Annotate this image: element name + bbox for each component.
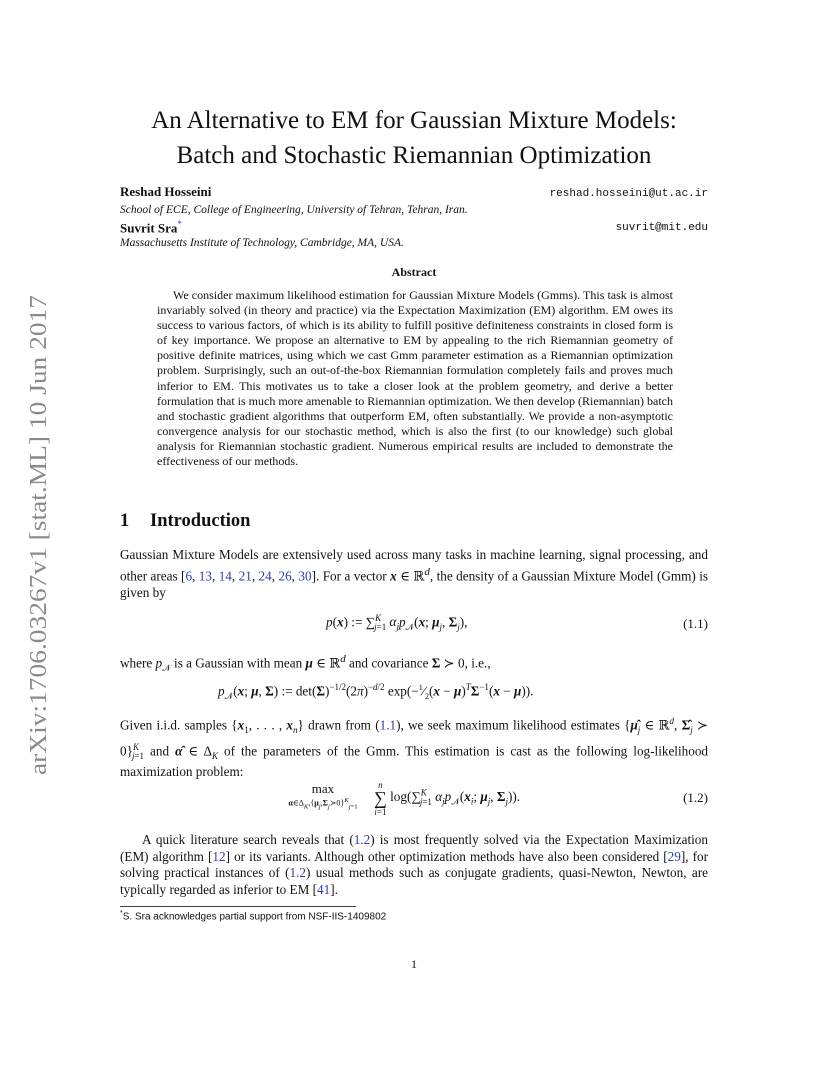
author-email-2[interactable]: suvrit@mit.edu [615,222,708,234]
paragraph-3: Given i.i.d. samples {$x_1$, . . . , $x_n$} drawn from (1.1), we seek maximum likelihood estimates {$\mû_j$ ∈ ℝ$^d$, $\Sigmâ_j$ ≻ 0}$^K_{j=1}$ and α̂ ∈ $\Delta_K$ of the parameters of the Gmm. This estimation is cast as the following log-likelihood maximization problem: [120,716,709,780]
para3-text-b: drawn from ( [303,717,380,733]
citation[interactable]: 26 [278,567,292,583]
para3-text-d: and [144,743,176,759]
equation-number-1-2: (1.2) [683,790,708,805]
footnote-text: S. Sra acknowledges partial support from NSF-IIS-1409802 [122,911,387,923]
equation-1-2-body: n ∑ i=1 log(∑$^K_{j=1}$ $\alpha_jp_𝒩(x_i$; $\mu_j$, $\Sigma_j$)). [374,780,521,817]
equation-ref[interactable]: 1.2 [289,865,307,881]
paragraph-2: where $p_𝒩$ is a Gaussian with mean μ ∈ ℝ$^d$ and covariance Σ ≻ 0, i.e., [120,653,491,674]
para3-text-c: ), we seek maximum likelihood estimates [396,717,625,733]
intro-text-1b: ]. For a vector [311,567,391,583]
equation-1-1: p(x) := ∑$^K_{j=1}$ $\alpha_jp_𝒩(x$; $\mu_j$, $\Sigma_j$), [326,613,468,633]
equation-ref[interactable]: 1.2 [353,832,371,847]
para2-text-d: , i.e., [464,655,491,671]
equation-number-1-1: (1.1) [683,616,708,631]
abstract-body [157,288,673,469]
citation[interactable]: 13 [198,567,212,583]
arxiv-stamp-text: arXiv:1706.03267v1 [stat.ML] 10 Jun 2017 [26,355,52,775]
paper-title [100,103,728,173]
citation[interactable]: 30 [298,567,312,583]
equation-ref[interactable]: 1.1 [379,717,397,733]
citation[interactable]: 21 [238,567,252,583]
section-heading [120,511,250,532]
abstract-heading: Abstract [391,265,437,279]
equation-gaussian: $p_𝒩(x$; μ, Σ) := $\det(\Sigma)^{-1/2}(2\pi)^{-d/2}$ $\exp(-^1⁄_2(x - \mu)^T\Sigma^{-1}(x - \mu))$. [218,682,534,702]
page-number: 1 [411,957,417,971]
citation[interactable]: 6 [185,567,193,583]
author-affiliation-1: School of ECE, College of Engineering, University of Tehran, Tehran, Iran. [120,204,468,216]
arxiv-stamp [10,290,60,780]
paragraph-4 [120,832,708,898]
para2-text-b: is a Gaussian with mean [170,655,306,671]
footnote: *S. Sra acknowledges partial support from NSF-IIS-1409802 [120,910,387,923]
footnote-mark[interactable]: * [177,219,182,229]
para2-text-c: and covariance [345,655,432,671]
para4-text-b: ) is most frequently solved via the Expectation Maximization (EM) algorithm [ [120,832,708,864]
intro-text-1a: Gaussian Mixture Models are extensively used across many tasks in machine learning, signal processing, and other areas [ [120,547,708,583]
para4-text-a: A quick literature search reveals that ( [142,832,354,847]
para4-text-f: ]. [330,881,338,897]
author-name-1: Reshad Hosseini [120,184,212,199]
title-line-2: Batch and Stochastic Riemannian Optimization [176,142,652,169]
citation[interactable]: 12 [212,848,226,864]
para4-text-c: ] or its variants. Although other optimization methods have also been considered [ [225,848,668,864]
para2-text-a: where [120,655,156,671]
author-affiliation-2: Massachusetts Institute of Technology, Cambridge, MA, USA. [120,237,404,249]
title-line-1: An Alternative to EM for Gaussian Mixture Models: [151,107,677,134]
para3-text-a: Given i.i.d. samples [120,717,232,733]
section-title: Introduction [150,511,251,531]
author-name-2: Suvrit Sra [120,220,178,236]
author-block-2 [120,219,182,236]
section-number: 1 [120,511,130,531]
para3-text-e: of the parameters of the Gmm. This estimation is cast as the following log-likelihood maximization problem: [120,743,709,780]
author-email-1[interactable]: reshad.hosseini@ut.ac.ir [549,188,708,200]
intro-paragraph-1: Gaussian Mixture Models are extensively used across many tasks in machine learning, signal processing, and other areas [6, 13, 14, 21, 24, 26, 30]. For a vector x ∈ ℝ$^d$, the density of a Gaussian Mixture Model (Gmm) is given by [120,547,708,600]
abstract-text: We consider maximum likelihood estimation for Gaussian Mixture Models (Gmms). This task is almost invariably solved (in theory and practice) via the Expectation Maximization (EM) algorithm. EM owes its success to various factors, of which is its ability to fulfill positive definiteness constraints in closed form is of key importance. We propose an alternative to EM by appealing to the rich Riemannian geometry of positive definite matrices, using which we cast Gmm parameter estimation as a Riemannian optimization problem. Surprisingly, such an out-of-the-box Riemannian formulation completely fails and proves much inferior to EM. This motivates us to take a closer look at the problem geometry, and derive a better formulation that is much more amenable to Riemannian optimization. We then develop (Riemannian) batch and stochastic gradient algorithms that outperform EM, often substantially. We provide a non-asymptotic convergence analysis for our stochastic method, which is also the first (to our knowledge) such global analysis for Riemannian stochastic gradient. Numerous empirical results are included to demonstrate the effectiveness of our methods. [157,288,673,469]
citation[interactable]: 29 [667,848,681,864]
citation[interactable]: 41 [317,881,331,897]
footnote-rule [120,906,356,907]
equation-1-2-max: max $\alpha\in\Delta_K,\{\mu_j,\Sigma_j≻0\}^K_{j=1}$ [288,781,358,811]
para4-text-d: ], for solving practical instances of ( [120,848,708,881]
intro-text-1c: , the density of a Gaussian Mixture Model (Gmm) is given by [120,567,708,600]
citation[interactable]: 14 [218,567,232,583]
para4-text-e: ) usual methods such as conjugate gradients, quasi-Newton, Newton, are typically regarded as inferior to EM [ [120,865,708,897]
citation[interactable]: 24 [258,567,272,583]
